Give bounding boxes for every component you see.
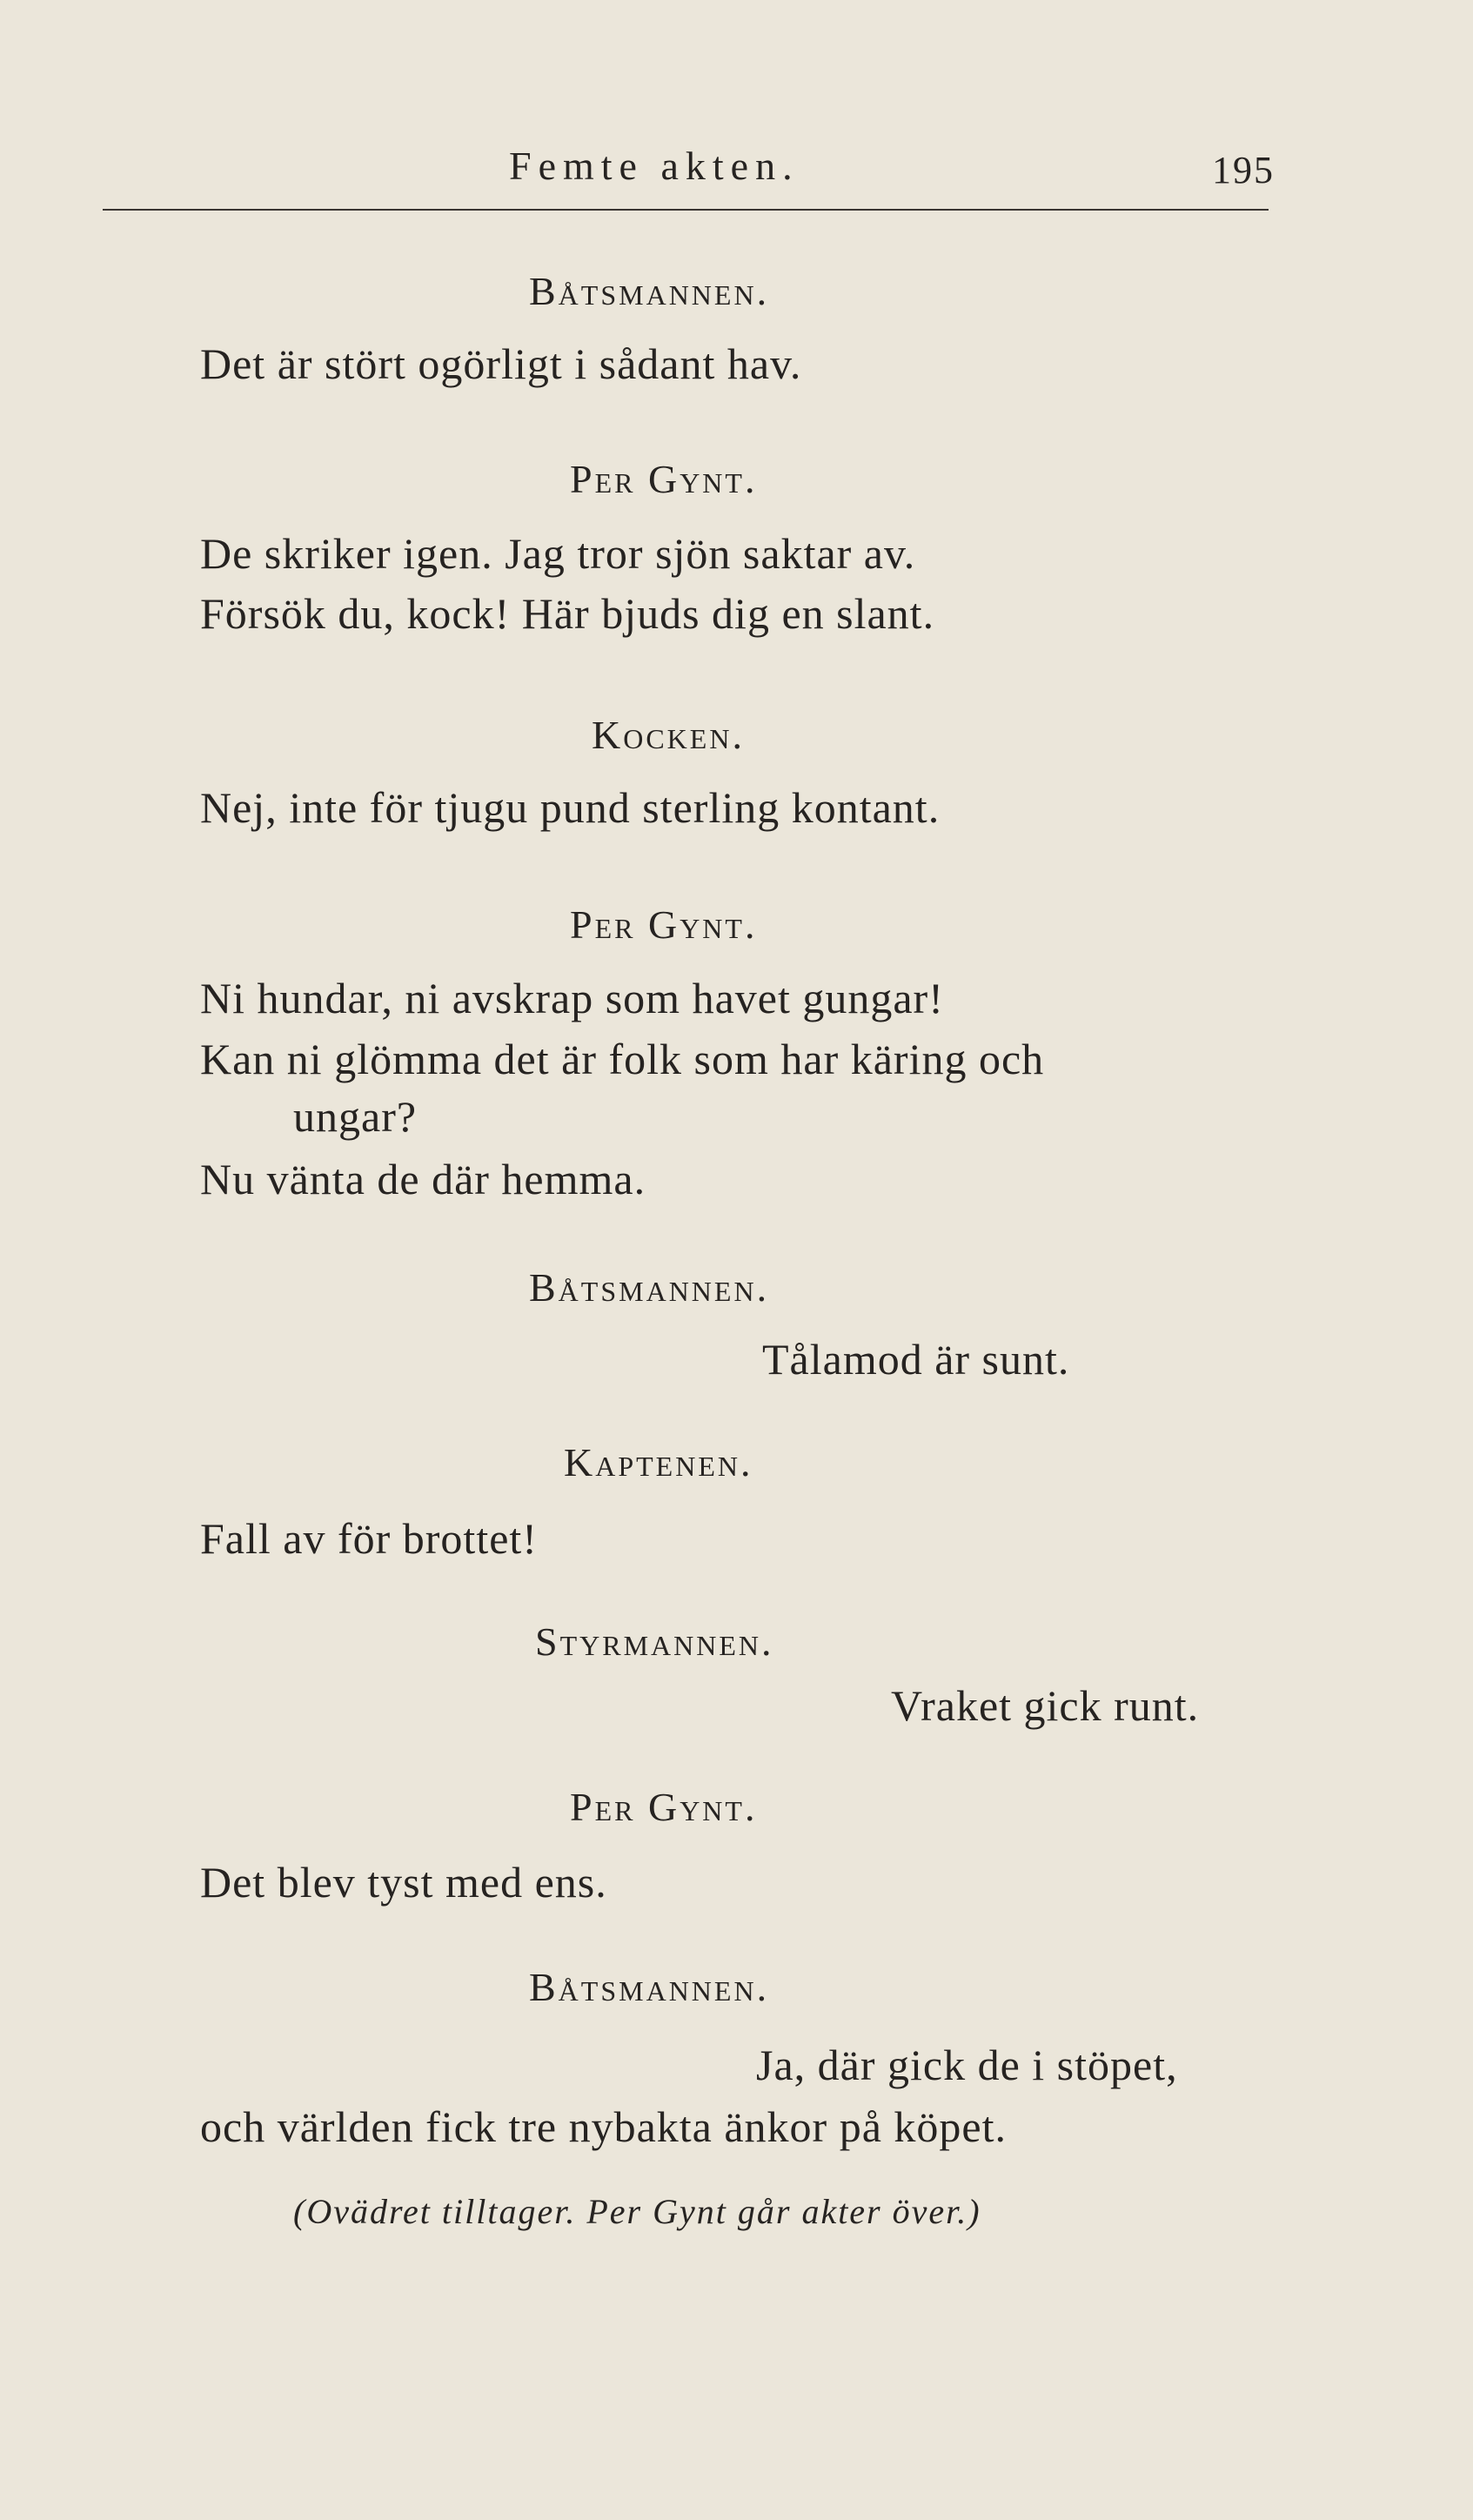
verse-line: De skriker igen. Jag tror sjön saktar av. <box>200 529 916 578</box>
running-title: Femte akten. <box>509 144 800 188</box>
verse-line: Vraket gick runt. <box>891 1681 1200 1730</box>
verse-line: Nu vänta de där hemma. <box>200 1155 646 1203</box>
verse-line: Fall av för brottet! <box>200 1514 538 1563</box>
verse-line: Kan ni glömma det är folk som har käring och <box>200 1035 1045 1083</box>
page-number: 195 <box>1212 149 1275 191</box>
verse-line: Tålamod är sunt. <box>762 1335 1070 1384</box>
verse-line: Ni hundar, ni avskrap som havet gungar! <box>200 974 944 1022</box>
speaker-name: Per Gynt. <box>570 457 758 501</box>
speaker-name: Kocken. <box>592 713 745 757</box>
speaker-name: Kaptenen. <box>564 1440 753 1485</box>
speaker-name: Båtsmannen. <box>529 1965 770 2009</box>
verse-line: och världen fick tre nybakta änkor på köpet. <box>200 2102 1007 2151</box>
verse-line: Ja, där gick de i stöpet, <box>756 2041 1178 2089</box>
verse-line: Det blev tyst med ens. <box>200 1858 607 1907</box>
verse-line: Nej, inte för tjugu pund sterling kontant. <box>200 783 941 832</box>
verse-line: Det är stört ogörligt i sådant hav. <box>200 339 802 388</box>
verse-line: ungar? <box>293 1092 418 1141</box>
stage-direction: (Ovädret tilltager. Per Gynt går akter över.) <box>293 2192 981 2231</box>
verse-line: Försök du, kock! Här bjuds dig en slant. <box>200 589 935 638</box>
speaker-name: Styrmannen. <box>535 1619 774 1664</box>
speaker-name: Båtsmannen. <box>529 1265 770 1310</box>
speaker-name: Per Gynt. <box>570 902 758 947</box>
header-rule <box>103 209 1269 211</box>
speaker-name: Per Gynt. <box>570 1785 758 1829</box>
speaker-name: Båtsmannen. <box>529 269 770 313</box>
